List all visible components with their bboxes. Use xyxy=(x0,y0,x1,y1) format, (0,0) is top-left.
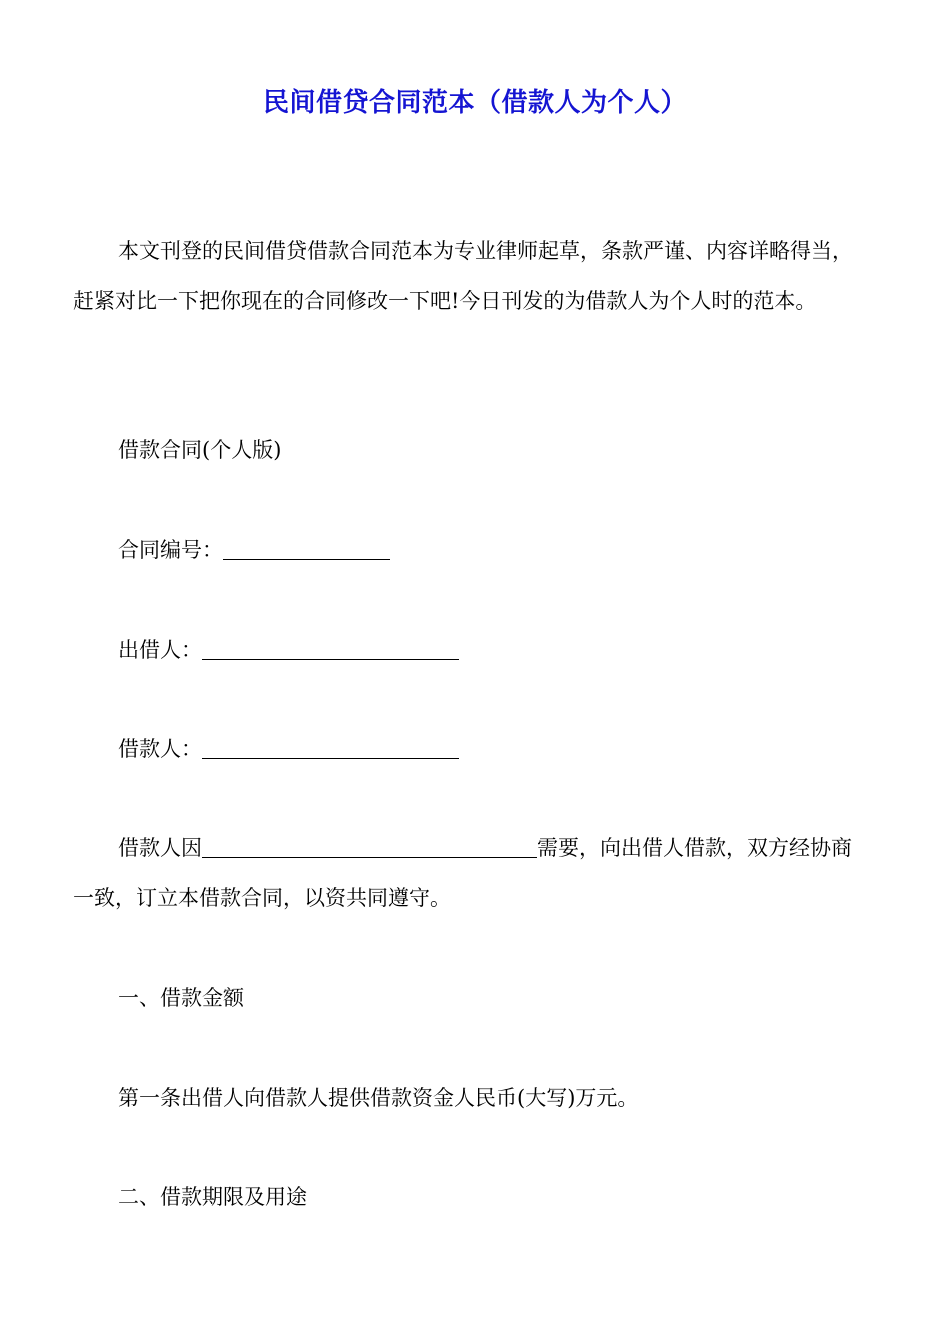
contract-heading: 借款合同(个人版) xyxy=(118,438,282,462)
article-1: 第一条出借人向借款人提供借款资金人民币(大写)万元。 xyxy=(118,1086,639,1110)
purpose-suffix: 需要，向出借人借款，双方经协商 xyxy=(537,836,852,860)
borrower-label: 借款人： xyxy=(118,737,202,761)
lender-field xyxy=(118,635,459,665)
section-2-heading: 二、借款期限及用途 xyxy=(118,1185,307,1209)
intro-paragraph xyxy=(73,226,893,326)
purpose-blank xyxy=(202,835,537,858)
intro-line-1: 本文刊登的民间借贷借款合同范本为专业律师起草，条款严谨、内容详略得当， xyxy=(118,239,853,263)
contract-number-field xyxy=(118,535,390,565)
purpose-paragraph xyxy=(73,823,893,923)
borrower-field xyxy=(118,734,459,764)
intro-line-2: 赶紧对比一下把你现在的合同修改一下吧!今日刊发的为借款人为个人时的范本。 xyxy=(73,289,817,313)
purpose-line-1 xyxy=(73,823,893,873)
borrower-blank xyxy=(202,736,459,759)
lender-label: 出借人： xyxy=(118,638,202,662)
purpose-line-2: 一致，订立本借款合同，以资共同遵守。 xyxy=(73,886,451,910)
document-title: 民间借贷合同范本（借款人为个人） xyxy=(262,88,687,118)
lender-blank xyxy=(202,637,459,660)
purpose-prefix: 借款人因 xyxy=(118,836,202,860)
section-1-heading: 一、借款金额 xyxy=(118,986,244,1010)
contract-number-label: 合同编号： xyxy=(118,538,223,562)
contract-number-blank xyxy=(223,537,390,560)
